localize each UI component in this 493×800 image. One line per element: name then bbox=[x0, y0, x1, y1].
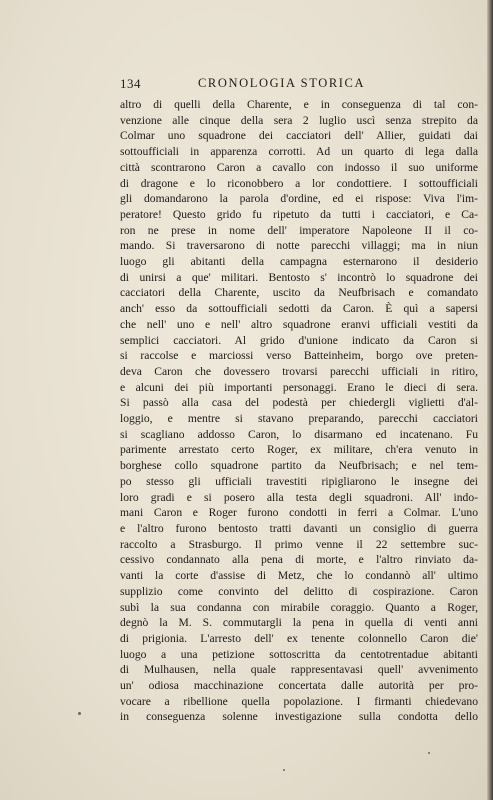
text-line: anch' esso da sottoufficiali sedotti da Caron. È quì a sapersi bbox=[120, 302, 478, 316]
text-line: degnò la M. S. commutargli la pena in quella di venti anni bbox=[120, 616, 478, 630]
text-line: vanti la corte d'assise di Metz, che lo condannò all' ultimo bbox=[120, 569, 478, 583]
text-line: città scontrarono Caron a cavallo con indosso il suo uniforme bbox=[120, 160, 478, 174]
text-line: Si passò alla casa del podestà per chiedergli viglietti d'al- bbox=[120, 396, 478, 410]
paper-speck bbox=[283, 769, 285, 771]
text-line: e l'altro furono bentosto tratti davanti un consiglio di guerra bbox=[120, 521, 478, 535]
text-line: di Mulhausen, nella quale rappresentavasi quell' avvenimento bbox=[120, 663, 478, 677]
text-line: cacciatori della Charente, uscito da Neufbrisach e comandato bbox=[120, 286, 478, 300]
page-header bbox=[120, 76, 478, 92]
text-line: subì la sua condanna con mirabile coraggio. Quanto a Roger, bbox=[120, 600, 478, 614]
paper-speck bbox=[428, 752, 430, 754]
text-line: mando. Si traversarono di notte parecchi villaggi; ma in niun bbox=[120, 239, 478, 253]
text-line: altro di quelli della Charente, e in conseguenza di tal con- bbox=[120, 98, 478, 111]
page-edge-shadow bbox=[487, 0, 493, 800]
text-line: borghese collo squadrone partito da Neufbrisach; e nel tem- bbox=[120, 459, 478, 473]
text-line: semplici cacciatori. Al grido d'unione indicato da Caron si bbox=[120, 333, 478, 347]
text-line: di dragone e lo riconobbero a lor condottiere. I sottoufficiali bbox=[120, 176, 478, 190]
text-line: venzione alle cinque della sera 2 luglio uscì senza strepito da bbox=[120, 113, 478, 127]
running-title: CRONOLOGIA STORICA bbox=[198, 76, 366, 90]
text-line: di unirsi a que' militari. Bentosto s' incontrò lo squadrone dei bbox=[120, 270, 478, 284]
text-line: si raccolse e marciossi verso Batteinheim, borgo ove preten- bbox=[120, 349, 478, 363]
text-line: vocare a ribellione quella popolazione. I firmanti chiedevano bbox=[120, 694, 478, 708]
body-text bbox=[120, 97, 478, 725]
text-line: in conseguenza solenne investigazione sulla condotta dello bbox=[120, 710, 478, 724]
text-line: di prigionia. L'arresto dell' ex tenente colonnello Caron die' bbox=[120, 631, 478, 645]
text-line: raccolto a Strasburgo. Il primo venne il 22 settembre suc- bbox=[120, 537, 478, 551]
text-line: luogo a una petizione sottoscritta da centotrentadue abitanti bbox=[120, 647, 478, 661]
text-line: parimente arrestato certo Roger, ex militare, ch'era venuto in bbox=[120, 443, 478, 457]
text-line: loro gradi e si posero alla testa degli squadroni. All' indo- bbox=[120, 490, 478, 504]
text-line: ron ne prese in nome dell' imperatore Napoleone II il co- bbox=[120, 223, 478, 237]
text-line: deva Caron che dovessero trovarsi parecchi ufficiali in ritiro, bbox=[120, 364, 478, 378]
text-line: un' odiosa macchinazione concertata dalle autorità per pro- bbox=[120, 679, 478, 693]
paper-speck bbox=[78, 712, 81, 715]
text-line: e alcuni dei più importanti personaggi. Erano le dieci di sera. bbox=[120, 380, 478, 394]
text-line: po stesso gli ufficiali travestiti ripigliarono le insegne dei bbox=[120, 474, 478, 488]
text-line: sottoufficiali in apparenza corrotti. Ad un quarto di lega dalla bbox=[120, 145, 478, 159]
text-line: cessivo condannato alla pena di morte, e l'altro rinviato da- bbox=[120, 553, 478, 567]
text-line: che nell' uno e nell' altro squadrone eranvi ufficiali vestiti da bbox=[120, 317, 478, 331]
text-line: loggio, e mentre si stavano preparando, parecchi cacciatori bbox=[120, 412, 478, 426]
text-line: gli domandarono la parola d'ordine, ed ei rispose: Viva l'im- bbox=[120, 192, 478, 206]
page-number: 134 bbox=[120, 76, 141, 91]
text-line: si scagliano addosso Caron, lo disarmano ed incatenano. Fu bbox=[120, 427, 478, 441]
text-line: luogo gli abitanti della campagna esternarono il desiderio bbox=[120, 255, 478, 269]
text-line: Colmar uno squadrone dei cacciatori dell' Allier, guidati dai bbox=[120, 129, 478, 143]
text-line: supplizio come convinto del delitto di cospirazione. Caron bbox=[120, 584, 478, 598]
text-line: peratore! Questo grido fu ripetuto da tutti i cacciatori, e Ca- bbox=[120, 207, 478, 221]
text-line: mani Caron e Roger furono condotti in ferri a Colmar. L'uno bbox=[120, 506, 478, 520]
